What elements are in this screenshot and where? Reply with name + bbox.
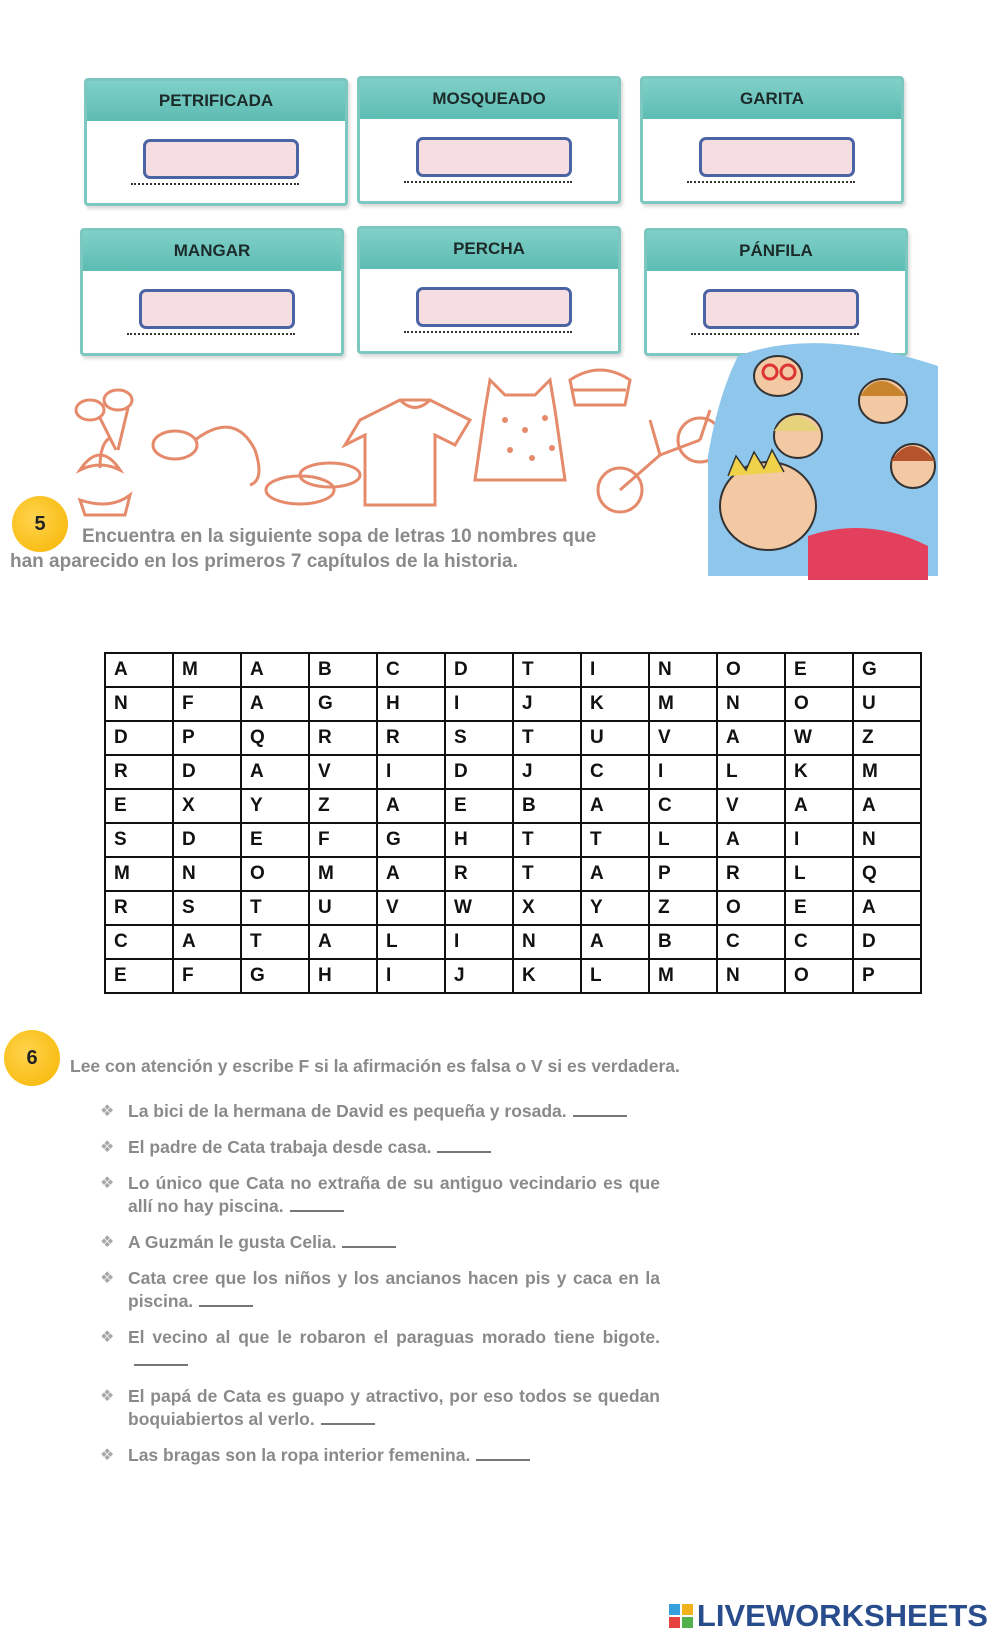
grid-row — [105, 755, 921, 789]
grid-cell[interactable]: P — [173, 721, 241, 755]
dotted-line — [131, 183, 299, 185]
grid-row — [105, 925, 921, 959]
grid-cell[interactable]: V — [377, 891, 445, 925]
grid-cell[interactable]: C — [105, 925, 173, 959]
grid-cell[interactable]: K — [785, 755, 853, 789]
grid-cell[interactable]: A — [241, 755, 309, 789]
grid-cell[interactable]: R — [105, 755, 173, 789]
grid-cell[interactable]: W — [445, 891, 513, 925]
grid-cell[interactable]: V — [309, 755, 377, 789]
dotted-line — [691, 333, 859, 335]
grid-cell[interactable]: E — [105, 789, 173, 823]
statement-text: El vecino al que le robaron el paraguas morado tiene bigote. — [128, 1327, 660, 1347]
grid-cell[interactable]: I — [445, 925, 513, 959]
diamond-bullet-icon: ❖ — [100, 1103, 115, 1120]
grid-cell[interactable]: L — [717, 755, 785, 789]
grid-cell[interactable]: T — [513, 721, 581, 755]
grid-cell[interactable]: I — [785, 823, 853, 857]
answer-blank[interactable] — [437, 1136, 491, 1153]
grid-cell[interactable]: M — [649, 687, 717, 721]
grid-cell[interactable]: W — [785, 721, 853, 755]
grid-cell[interactable]: T — [513, 857, 581, 891]
grid-cell[interactable]: I — [649, 755, 717, 789]
grid-cell[interactable]: F — [173, 959, 241, 993]
grid-cell[interactable]: S — [173, 891, 241, 925]
grid-cell[interactable]: A — [377, 789, 445, 823]
vocab-card-petrificada — [84, 78, 348, 206]
grid-cell[interactable]: B — [513, 789, 581, 823]
liveworksheets-logo — [669, 1598, 988, 1634]
grid-cell[interactable]: E — [785, 891, 853, 925]
grid-cell[interactable]: I — [445, 687, 513, 721]
grid-cell[interactable]: C — [649, 789, 717, 823]
grid-cell[interactable]: P — [853, 959, 921, 993]
grid-row — [105, 653, 921, 687]
answer-blank[interactable] — [342, 1231, 396, 1248]
grid-cell[interactable]: A — [173, 925, 241, 959]
grid-cell[interactable]: Y — [581, 891, 649, 925]
statement-item — [100, 1136, 660, 1159]
grid-cell[interactable]: K — [513, 959, 581, 993]
grid-cell[interactable]: O — [241, 857, 309, 891]
statement-item — [100, 1267, 660, 1313]
vocab-card-mangar — [80, 228, 344, 356]
grid-cell[interactable]: A — [241, 653, 309, 687]
grid-cell[interactable]: S — [105, 823, 173, 857]
grid-cell[interactable]: E — [241, 823, 309, 857]
grid-cell[interactable]: A — [105, 653, 173, 687]
grid-cell[interactable]: G — [853, 653, 921, 687]
dotted-line — [687, 181, 855, 183]
grid-cell[interactable]: E — [785, 653, 853, 687]
grid-cell[interactable]: D — [173, 755, 241, 789]
card-title: PERCHA — [360, 229, 618, 269]
grid-cell[interactable]: M — [309, 857, 377, 891]
dress-icon — [475, 380, 565, 480]
grid-cell[interactable]: Z — [649, 891, 717, 925]
dotted-line — [404, 181, 572, 183]
grid-cell[interactable]: N — [717, 959, 785, 993]
statement-text: Cata cree que los niños y los ancianos hacen pis y caca en la piscina. — [128, 1268, 660, 1311]
grid-cell[interactable]: T — [241, 891, 309, 925]
statement-item — [100, 1444, 660, 1467]
diamond-bullet-icon: ❖ — [100, 1139, 115, 1156]
grid-cell[interactable]: Q — [853, 857, 921, 891]
statement-text: La bici de la hermana de David es pequeña y rosada. — [128, 1101, 567, 1121]
grid-cell[interactable]: N — [105, 687, 173, 721]
grid-cell[interactable]: A — [309, 925, 377, 959]
grid-cell[interactable]: N — [717, 687, 785, 721]
grid-cell[interactable]: D — [173, 823, 241, 857]
statement-text: El papá de Cata es guapo y atractivo, por eso todos se quedan boquiabiertos al verlo. — [128, 1386, 660, 1429]
vocab-card-garita — [640, 76, 904, 204]
grid-cell[interactable]: Z — [853, 721, 921, 755]
answer-input-petrificada[interactable] — [143, 139, 299, 179]
diamond-bullet-icon: ❖ — [100, 1447, 115, 1464]
grid-cell[interactable]: M — [173, 653, 241, 687]
bag-icon — [570, 370, 630, 405]
card-title: PÁNFILA — [647, 231, 905, 271]
grid-cell[interactable]: M — [853, 755, 921, 789]
grid-cell[interactable]: O — [717, 653, 785, 687]
grid-cell[interactable]: R — [105, 891, 173, 925]
answer-input-mosqueado[interactable] — [416, 137, 572, 177]
dotted-line — [127, 333, 295, 335]
grid-cell[interactable]: A — [377, 857, 445, 891]
grid-cell[interactable]: B — [649, 925, 717, 959]
grid-cell[interactable]: K — [581, 687, 649, 721]
grid-cell[interactable]: A — [717, 721, 785, 755]
exercise-number-badge: 6 — [4, 1030, 60, 1086]
diamond-bullet-icon: ❖ — [100, 1270, 115, 1287]
card-title: GARITA — [643, 79, 901, 119]
grid-row — [105, 891, 921, 925]
grid-cell[interactable]: Z — [309, 789, 377, 823]
exercise-number-badge: 5 — [12, 496, 68, 552]
grid-cell[interactable]: T — [581, 823, 649, 857]
grid-cell[interactable]: R — [309, 721, 377, 755]
answer-input-percha[interactable] — [416, 287, 572, 327]
statement-list — [100, 1100, 660, 1480]
grid-cell[interactable]: V — [717, 789, 785, 823]
grid-cell[interactable]: D — [853, 925, 921, 959]
logo-text: LIVEWORKSHEETS — [696, 1598, 988, 1633]
grid-cell[interactable]: T — [513, 823, 581, 857]
grid-cell[interactable]: A — [717, 823, 785, 857]
grid-cell[interactable]: B — [309, 653, 377, 687]
answer-input-mangar[interactable] — [139, 289, 295, 329]
answer-input-panfila[interactable] — [703, 289, 859, 329]
grid-cell[interactable]: J — [513, 687, 581, 721]
grid-cell[interactable]: Y — [241, 789, 309, 823]
vocab-card-mosqueado — [357, 76, 621, 204]
grid-cell[interactable]: A — [853, 789, 921, 823]
pool-illustration — [708, 336, 948, 580]
grid-cell[interactable]: U — [853, 687, 921, 721]
grid-row — [105, 687, 921, 721]
grid-cell[interactable]: L — [581, 959, 649, 993]
grid-cell[interactable]: C — [785, 925, 853, 959]
grid-cell[interactable]: R — [445, 857, 513, 891]
tshirt-icon — [345, 400, 470, 505]
grid-cell[interactable]: O — [785, 959, 853, 993]
grid-cell[interactable]: D — [445, 755, 513, 789]
statement-item — [100, 1100, 660, 1123]
statement-item — [100, 1231, 660, 1254]
grid-cell[interactable]: T — [513, 653, 581, 687]
exercise-5-instruction: Encuentra en la siguiente sopa de letras 10 nombres que han aparecido en los primeros 7 capítulos de la historia. — [10, 526, 597, 572]
exercise-6-instruction: Lee con atención y escribe F si la afirmación es falsa o V si es verdadera. — [70, 1056, 680, 1076]
statement-text: Lo único que Cata no extraña de su antiguo vecindario es que allí no hay piscina. — [128, 1173, 660, 1216]
grid-cell[interactable]: D — [105, 721, 173, 755]
grid-cell[interactable]: I — [377, 959, 445, 993]
grid-cell[interactable]: N — [853, 823, 921, 857]
answer-blank[interactable] — [134, 1349, 188, 1366]
answer-blank[interactable] — [321, 1408, 375, 1425]
grid-cell[interactable]: N — [649, 653, 717, 687]
grid-cell[interactable]: X — [173, 789, 241, 823]
vocab-card-percha — [357, 226, 621, 354]
grid-cell[interactable]: U — [581, 721, 649, 755]
plant-icon — [80, 438, 130, 515]
grid-cell[interactable]: E — [105, 959, 173, 993]
grid-cell[interactable]: N — [173, 857, 241, 891]
grid-cell[interactable]: L — [377, 925, 445, 959]
grid-cell[interactable]: H — [377, 687, 445, 721]
grid-cell[interactable]: F — [309, 823, 377, 857]
statement-item — [100, 1172, 660, 1218]
grid-cell[interactable]: A — [241, 687, 309, 721]
statement-item — [100, 1385, 660, 1431]
grid-cell[interactable]: A — [581, 789, 649, 823]
grid-row — [105, 823, 921, 857]
grid-cell[interactable]: O — [785, 687, 853, 721]
grid-cell[interactable]: H — [309, 959, 377, 993]
shower-icon — [153, 427, 259, 485]
grid-cell[interactable]: C — [717, 925, 785, 959]
diamond-bullet-icon: ❖ — [100, 1234, 115, 1251]
answer-blank[interactable] — [199, 1290, 253, 1307]
grid-cell[interactable]: N — [513, 925, 581, 959]
grid-cell[interactable]: G — [309, 687, 377, 721]
statement-text: Las bragas son la ropa interior femenina. — [128, 1445, 471, 1465]
grid-cell[interactable]: C — [581, 755, 649, 789]
card-title: MOSQUEADO — [360, 79, 618, 119]
statement-item — [100, 1326, 660, 1372]
maracas-icon — [76, 390, 132, 450]
grid-cell[interactable]: J — [513, 755, 581, 789]
grid-cell[interactable]: O — [717, 891, 785, 925]
grid-row — [105, 789, 921, 823]
grid-cell[interactable]: I — [581, 653, 649, 687]
grid-cell[interactable]: M — [105, 857, 173, 891]
card-title: PETRIFICADA — [87, 81, 345, 121]
grid-cell[interactable]: V — [649, 721, 717, 755]
grid-row — [105, 857, 921, 891]
grid-cell[interactable]: L — [649, 823, 717, 857]
slippers-icon — [266, 463, 360, 504]
answer-input-garita[interactable] — [699, 137, 855, 177]
grid-cell[interactable]: A — [581, 857, 649, 891]
grid-cell[interactable]: L — [785, 857, 853, 891]
grid-cell[interactable]: H — [445, 823, 513, 857]
statement-text: A Guzmán le gusta Celia. — [128, 1232, 337, 1252]
logo-blocks-icon — [669, 1604, 693, 1628]
grid-cell[interactable]: D — [445, 653, 513, 687]
grid-row — [105, 959, 921, 993]
grid-cell[interactable]: X — [513, 891, 581, 925]
grid-cell[interactable]: F — [173, 687, 241, 721]
grid-cell[interactable]: G — [241, 959, 309, 993]
diamond-bullet-icon: ❖ — [100, 1329, 115, 1346]
diamond-bullet-icon: ❖ — [100, 1175, 115, 1192]
objects-illustration — [60, 360, 750, 540]
grid-row — [105, 721, 921, 755]
grid-cell[interactable]: G — [377, 823, 445, 857]
statement-text: El padre de Cata trabaja desde casa. — [128, 1137, 432, 1157]
grid-cell[interactable]: C — [377, 653, 445, 687]
grid-cell[interactable]: P — [649, 857, 717, 891]
grid-cell[interactable]: R — [717, 857, 785, 891]
grid-cell[interactable]: J — [445, 959, 513, 993]
word-search-grid — [104, 652, 922, 994]
grid-cell[interactable]: S — [445, 721, 513, 755]
answer-blank[interactable] — [290, 1195, 344, 1212]
grid-cell[interactable]: T — [241, 925, 309, 959]
diamond-bullet-icon: ❖ — [100, 1388, 115, 1405]
grid-cell[interactable]: U — [309, 891, 377, 925]
card-title: MANGAR — [83, 231, 341, 271]
answer-blank[interactable] — [476, 1444, 530, 1461]
bike-icon — [598, 410, 722, 512]
grid-cell[interactable]: R — [377, 721, 445, 755]
grid-cell[interactable]: A — [581, 925, 649, 959]
grid-cell[interactable]: I — [377, 755, 445, 789]
grid-cell[interactable]: M — [649, 959, 717, 993]
grid-cell[interactable]: A — [785, 789, 853, 823]
grid-cell[interactable]: Q — [241, 721, 309, 755]
answer-blank[interactable] — [573, 1100, 627, 1117]
grid-cell[interactable]: E — [445, 789, 513, 823]
grid-cell[interactable]: A — [853, 891, 921, 925]
dotted-line — [404, 331, 572, 333]
